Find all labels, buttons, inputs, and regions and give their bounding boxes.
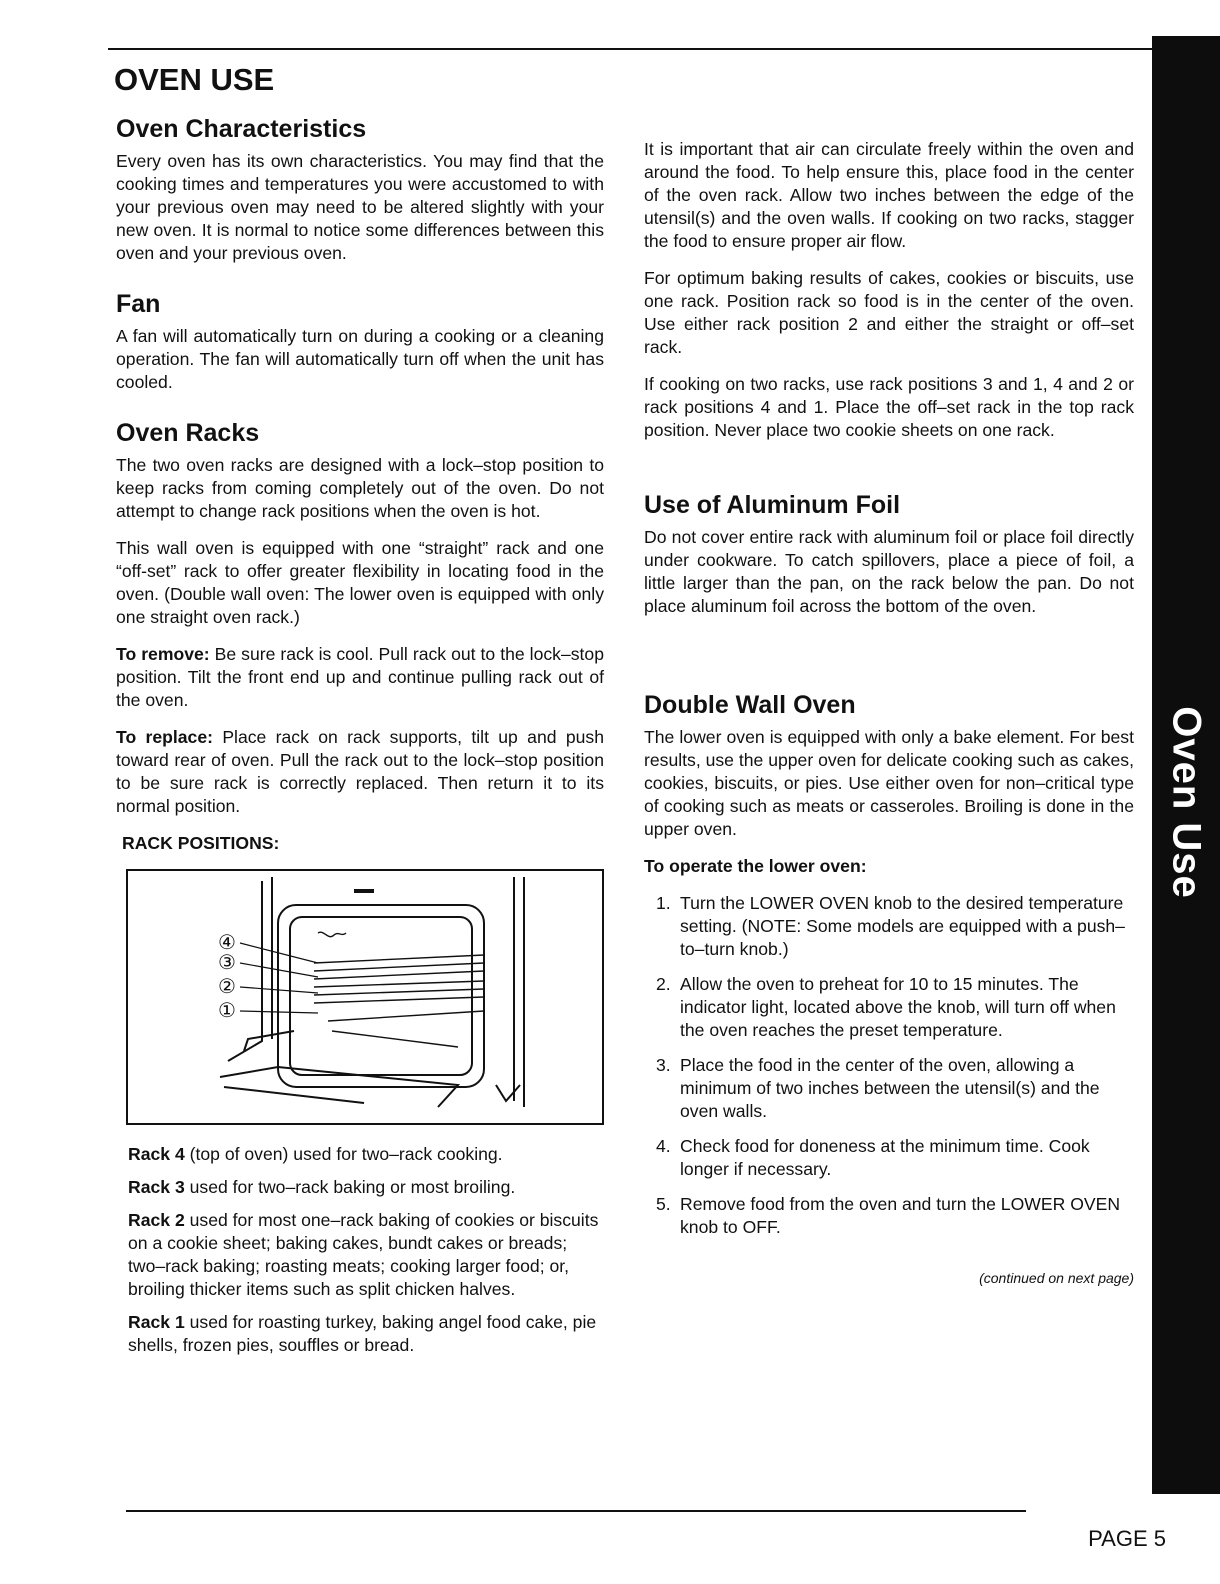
to-remove-paragraph bbox=[116, 643, 604, 712]
rack-1-marker: ① bbox=[218, 998, 236, 1022]
right-column bbox=[644, 138, 1134, 1290]
fan-text: A fan will automatically turn on during a cooking or a cleaning operation. The fan will automatically turn off when the unit has cooled. bbox=[116, 326, 604, 392]
to-replace-label: To replace: bbox=[116, 727, 213, 747]
two-racks-text: If cooking on two racks, use rack positions 3 and 1, 4 and 2 or rack positions 4 and 1. Place the off–set rack in the top rack position. Never place two cookie sheets on one rack. bbox=[644, 374, 1134, 440]
rack-2-marker: ② bbox=[218, 974, 236, 998]
operate-lower-oven-heading: To operate the lower oven: bbox=[644, 856, 867, 876]
step-item: 2. Allow the oven to preheat for 10 to 15 minutes. The indicator light, located above the knob, will turn off when the oven reaches the preset temperature. bbox=[656, 974, 1116, 1040]
oven-racks-heading: Oven Racks bbox=[116, 419, 260, 447]
left-column bbox=[116, 114, 604, 1367]
to-replace-paragraph bbox=[116, 726, 604, 818]
rack-3-item: Rack 3 used for two–rack baking or most broiling. bbox=[128, 1177, 516, 1197]
page-number: PAGE 5 bbox=[1088, 1526, 1166, 1551]
oven-characteristics-text: Every oven has its own characteristics. You may find that the cooking times and temperatures you were accustomed to with your previous oven may need to be altered slightly with your new oven. It is normal to notice some differences between this oven and your previous oven. bbox=[116, 151, 604, 263]
double-wall-oven-text: The lower oven is equipped with only a bake element. For best results, use the upper oven for delicate cooking such as cakes, cookies, biscuits, or pies. Use either oven for non–critical type of cooking such as meats or casseroles. Broiling is done in the upper oven. bbox=[644, 727, 1134, 839]
lower-oven-steps bbox=[644, 892, 1134, 1239]
to-remove-label: To remove: bbox=[116, 644, 210, 664]
side-tab-label: Oven Use bbox=[1164, 706, 1209, 899]
continued-note: (continued on next page) bbox=[979, 1270, 1134, 1286]
rack-2-item: Rack 2 used for most one–rack baking of cookies or biscuits on a cookie sheet; baking cakes, bundt cakes or breads; two–rack baking; roasting meats; cooking larger food; or, broiling thicker items such as split chicken halves. bbox=[128, 1210, 599, 1299]
oven-illustration bbox=[128, 871, 602, 1123]
to-replace-text: Place rack on rack supports, tilt up and push toward rear of oven. Pull the rack out to the lock–stop position to be sure rack is correctly replaced. Then return it to its normal position. bbox=[116, 727, 604, 816]
page-title: OVEN USE bbox=[114, 62, 275, 97]
optimum-baking-text: For optimum baking results of cakes, cookies or biscuits, use one rack. Position rack so food is in the center of the oven. Use either rack position 2 and either the straight or off–set rack. bbox=[644, 268, 1134, 357]
oven-racks-text-2: This wall oven is equipped with one “straight” rack and one “off-set” rack to offer greater flexibility in locating food in the oven. (Double wall oven: The lower oven is equipped with only one straight oven rack.) bbox=[116, 538, 604, 627]
rack-4-item: Rack 4 (top of oven) used for two–rack cooking. bbox=[128, 1144, 503, 1164]
aluminum-foil-heading: Use of Aluminum Foil bbox=[644, 491, 901, 519]
rack-1-item: Rack 1 used for roasting turkey, baking angel food cake, pie shells, frozen pies, souffles or bread. bbox=[128, 1312, 597, 1355]
oven-characteristics-heading: Oven Characteristics bbox=[116, 115, 367, 143]
top-rule bbox=[108, 48, 1158, 50]
step-item: 5. Remove food from the oven and turn the LOWER OVEN knob to OFF. bbox=[656, 1194, 1121, 1237]
step-item: 4. Check food for doneness at the minimum time. Cook longer if necessary. bbox=[656, 1136, 1090, 1179]
airflow-text: It is important that air can circulate freely within the oven and around the food. To help ensure this, place food in the center of the oven rack. Allow two inches between the edge of the utensil(s) and the oven walls. If cooking on two racks, stagger the food to ensure proper air flow. bbox=[644, 139, 1134, 251]
fan-heading: Fan bbox=[116, 290, 161, 318]
step-item: 1. Turn the LOWER OVEN knob to the desired temperature setting. (NOTE: Some models are equipped with a push–to–turn knob.) bbox=[656, 893, 1125, 959]
to-remove-text: Be sure rack is cool. Pull rack out to the lock–stop position. Tilt the front end up and continue pulling rack out of the oven. bbox=[116, 644, 604, 710]
step-item: 3. Place the food in the center of the oven, allowing a minimum of two inches between the utensil(s) and the oven walls. bbox=[656, 1055, 1100, 1121]
bottom-rule bbox=[126, 1510, 1026, 1512]
rack-positions-heading: RACK POSITIONS: bbox=[122, 833, 280, 853]
rack-positions-figure bbox=[126, 869, 604, 1125]
rack-3-marker: ③ bbox=[218, 950, 236, 974]
double-wall-oven-heading: Double Wall Oven bbox=[644, 691, 856, 719]
rack-list bbox=[116, 1143, 604, 1357]
aluminum-foil-text: Do not cover entire rack with aluminum foil or place foil directly under cookware. To catch spillovers, place a piece of foil, a little larger than the pan, on the rack below the pan. Do not place aluminum foil across the bottom of the oven. bbox=[644, 527, 1134, 616]
oven-racks-text-1: The two oven racks are designed with a lock–stop position to keep racks from coming completely out of the oven. Do not attempt to change rack positions when the oven is hot. bbox=[116, 455, 604, 521]
rack-4-marker: ④ bbox=[218, 930, 236, 954]
